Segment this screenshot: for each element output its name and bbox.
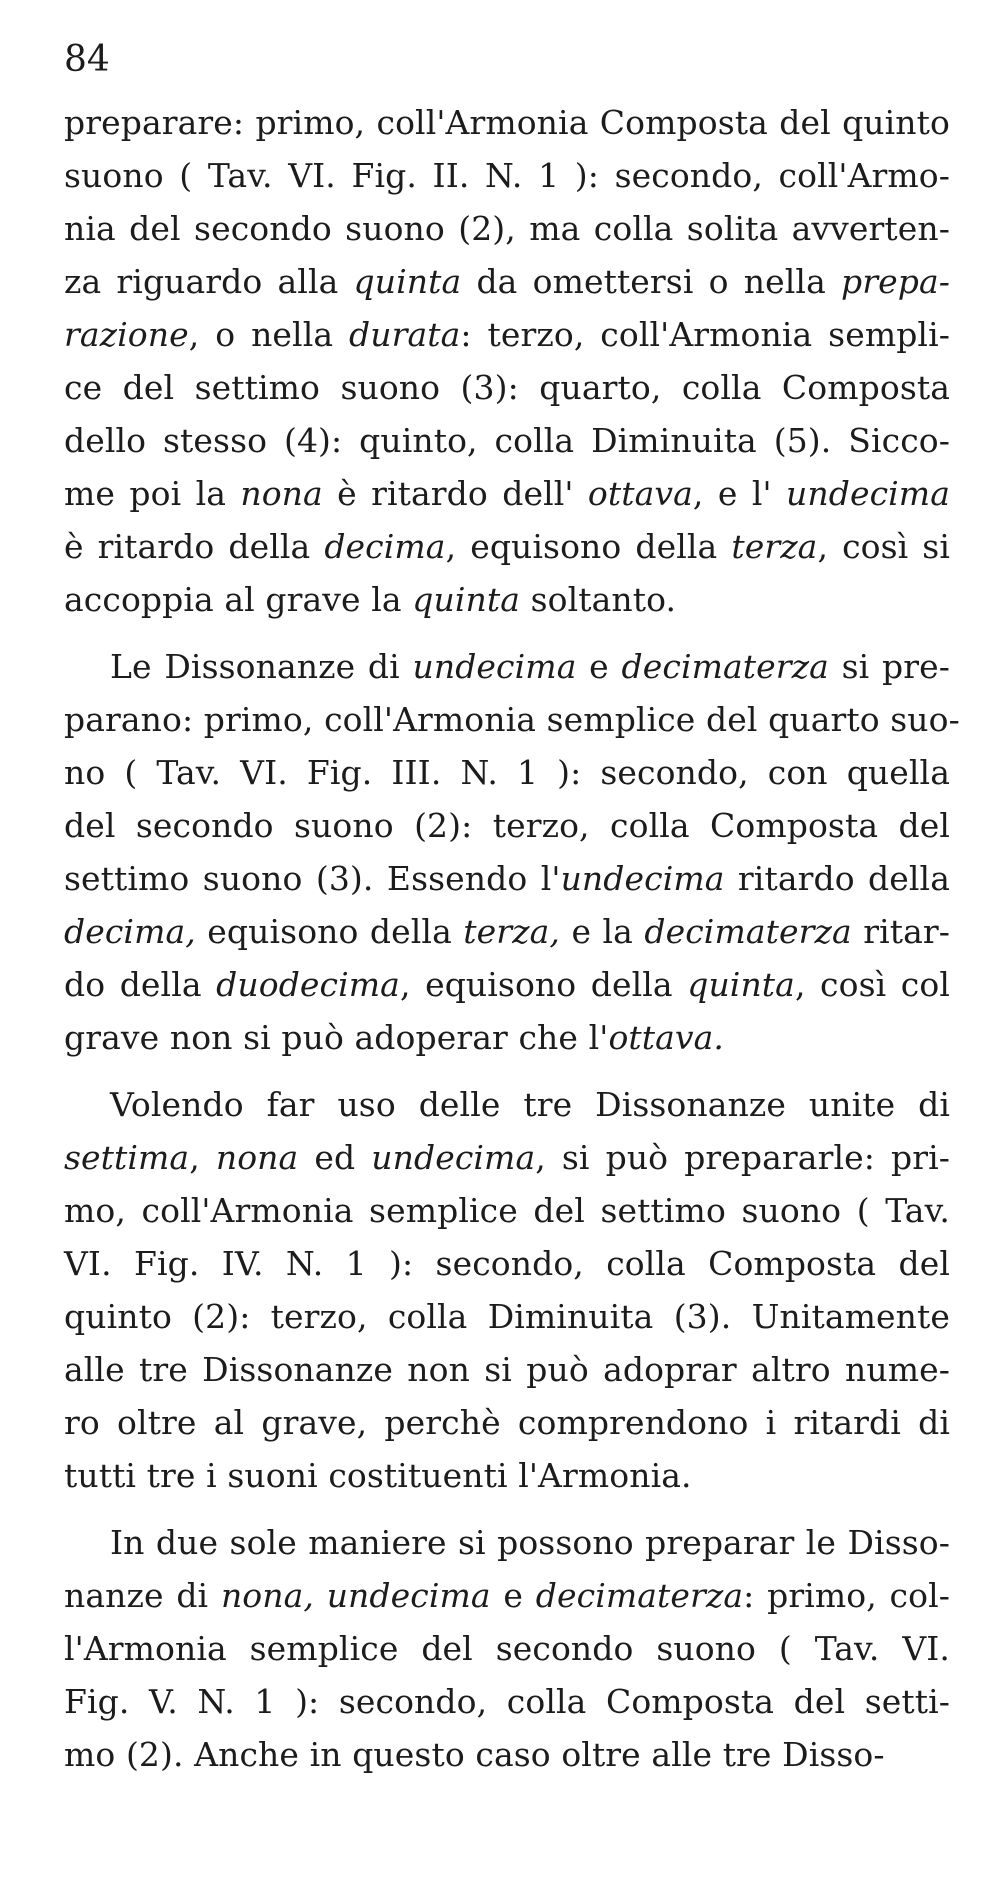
text-run: preparare: primo, coll'Armonia Composta del quinto (64, 103, 950, 142)
italic-term: undecima (371, 1138, 536, 1177)
text-line (64, 799, 950, 852)
text-run: è ritardo dell' (322, 474, 588, 513)
text-line (64, 1449, 950, 1502)
text-line (64, 255, 950, 308)
text-run: e (490, 1576, 536, 1615)
text-run: , e l' (692, 474, 787, 513)
italic-term: terza, (463, 912, 561, 951)
italic-term: ottava. (608, 1018, 725, 1057)
text-run: accoppia al grave la (64, 580, 413, 619)
italic-term: terza (731, 527, 818, 566)
text-line (64, 746, 950, 799)
text-line (64, 1728, 950, 1781)
paragraph (64, 96, 950, 626)
italic-term: quinta (412, 580, 520, 619)
italic-term: settima (64, 1138, 190, 1177)
text-line (64, 96, 950, 149)
text-line (64, 414, 950, 467)
text-line (64, 1396, 950, 1449)
italic-term: quinta (353, 262, 462, 301)
text-run: , equisono della (399, 965, 688, 1004)
text-run: nia del secondo suono (2), ma colla solita avverten- (64, 209, 950, 248)
body-text (64, 96, 960, 1781)
text-line (64, 852, 950, 905)
text-run: quinto (2): terzo, colla Diminuita (3). Unitamente (64, 1297, 950, 1336)
italic-term: undecima (412, 647, 577, 686)
text-run: do della (64, 965, 217, 1004)
text-run: dello stesso (4): quinto, colla Diminuita (5). Sicco- (64, 421, 950, 460)
paragraph-gap (64, 626, 950, 640)
text-line (64, 202, 950, 255)
page-number: 84 (64, 39, 110, 80)
text-line (64, 1675, 950, 1728)
text-run: grave non si può adoperar che l' (64, 1018, 609, 1057)
paragraph-gap (64, 1502, 950, 1516)
text-run: : primo, col- (743, 1576, 950, 1615)
italic-term: decima (324, 527, 446, 566)
text-line (64, 361, 950, 414)
text-run: mo, coll'Armonia semplice del settimo suono ( Tav. (64, 1191, 950, 1230)
paragraph (64, 640, 960, 1064)
text-run: tutti tre i suoni costituenti l'Armonia. (64, 1456, 692, 1495)
italic-term: quinta (687, 965, 795, 1004)
italic-term: undecima (786, 474, 950, 513)
italic-term: decimaterza (535, 1576, 744, 1615)
text-run: Fig. V. N. 1 ): secondo, colla Composta del setti- (64, 1682, 950, 1721)
text-line (64, 1622, 950, 1675)
text-line (64, 573, 950, 626)
text-run: è ritardo della (64, 527, 325, 566)
text-line (64, 149, 950, 202)
paragraph (64, 1078, 950, 1502)
text-line (64, 1011, 950, 1064)
text-run: ritar- (851, 912, 950, 951)
text-run: suono ( Tav. VI. Fig. II. N. 1 ): secondo, coll'Armo- (64, 156, 950, 195)
text-line (64, 520, 950, 573)
paragraph-gap (64, 1064, 950, 1078)
text-run: del secondo suono (2): terzo, colla Composta del (64, 806, 950, 845)
text-run: za riguardo alla (64, 262, 354, 301)
italic-term: nona, undecima (220, 1576, 491, 1615)
text-run: equisono della (195, 912, 464, 951)
italic-term: durata (349, 315, 461, 354)
italic-term: nona (215, 1138, 299, 1177)
text-run: , (189, 1138, 216, 1177)
text-line (64, 905, 950, 958)
italic-term: decimaterza (621, 647, 829, 686)
text-run: VI. Fig. IV. N. 1 ): secondo, colla Composta del (64, 1244, 950, 1283)
text-run: alle tre Dissonanze non si può adoprar altro nume- (64, 1350, 950, 1389)
text-line (64, 1184, 950, 1237)
italic-term: decima, (64, 912, 196, 951)
paragraph (64, 1516, 950, 1781)
text-run: nanze di (64, 1576, 221, 1615)
text-run: In due sole maniere si possono preparar le Disso- (110, 1523, 950, 1562)
text-line (64, 1131, 950, 1184)
text-run: , equisono della (445, 527, 732, 566)
text-line (64, 693, 960, 746)
text-run: , si può prepararle: pri- (535, 1138, 950, 1177)
italic-term: nona (240, 474, 323, 513)
italic-term: prepa- (841, 262, 950, 301)
text-run: , o nella (188, 315, 350, 354)
text-run: , così si (817, 527, 950, 566)
text-line (64, 958, 950, 1011)
text-run: soltanto. (519, 580, 677, 619)
text-run: da omettersi o nella (461, 262, 842, 301)
text-line (64, 1343, 950, 1396)
italic-term: razione (64, 315, 189, 354)
text-run: Le Dissonanze di (110, 647, 413, 686)
text-line (64, 1569, 950, 1622)
text-run: e la (560, 912, 645, 951)
text-run: l'Armonia semplice del secondo suono ( Tav. VI. (64, 1629, 950, 1668)
italic-term: undecima (560, 859, 725, 898)
text-run: Volendo far uso delle tre Dissonanze unite di (110, 1085, 950, 1124)
text-run: me poi la (64, 474, 241, 513)
text-line (64, 467, 950, 520)
text-run: settimo suono (3). Essendo l' (64, 859, 561, 898)
italic-term: duodecima (216, 965, 400, 1004)
text-run: parano: primo, coll'Armonia semplice del quarto suo- (64, 700, 960, 739)
text-line (64, 308, 950, 361)
text-run: no ( Tav. VI. Fig. III. N. 1 ): secondo, con quella (64, 753, 950, 792)
text-run: , così col (794, 965, 951, 1004)
text-line (64, 1237, 950, 1290)
text-run: ritardo della (724, 859, 950, 898)
text-run: : terzo, coll'Armonia sempli- (460, 315, 950, 354)
italic-term: ottava (587, 474, 693, 513)
text-line (64, 1290, 950, 1343)
text-line (64, 640, 950, 693)
italic-term: decimaterza (644, 912, 852, 951)
text-run: si pre- (828, 647, 950, 686)
text-line (64, 1078, 950, 1131)
text-run: e (576, 647, 622, 686)
text-run: ro oltre al grave, perchè comprendono i ritardi di (64, 1403, 950, 1442)
text-run: ce del settimo suono (3): quarto, colla Composta (64, 368, 950, 407)
text-run: ed (298, 1138, 372, 1177)
text-line (64, 1516, 950, 1569)
text-run: mo (2). Anche in questo caso oltre alle tre Disso- (64, 1735, 885, 1774)
